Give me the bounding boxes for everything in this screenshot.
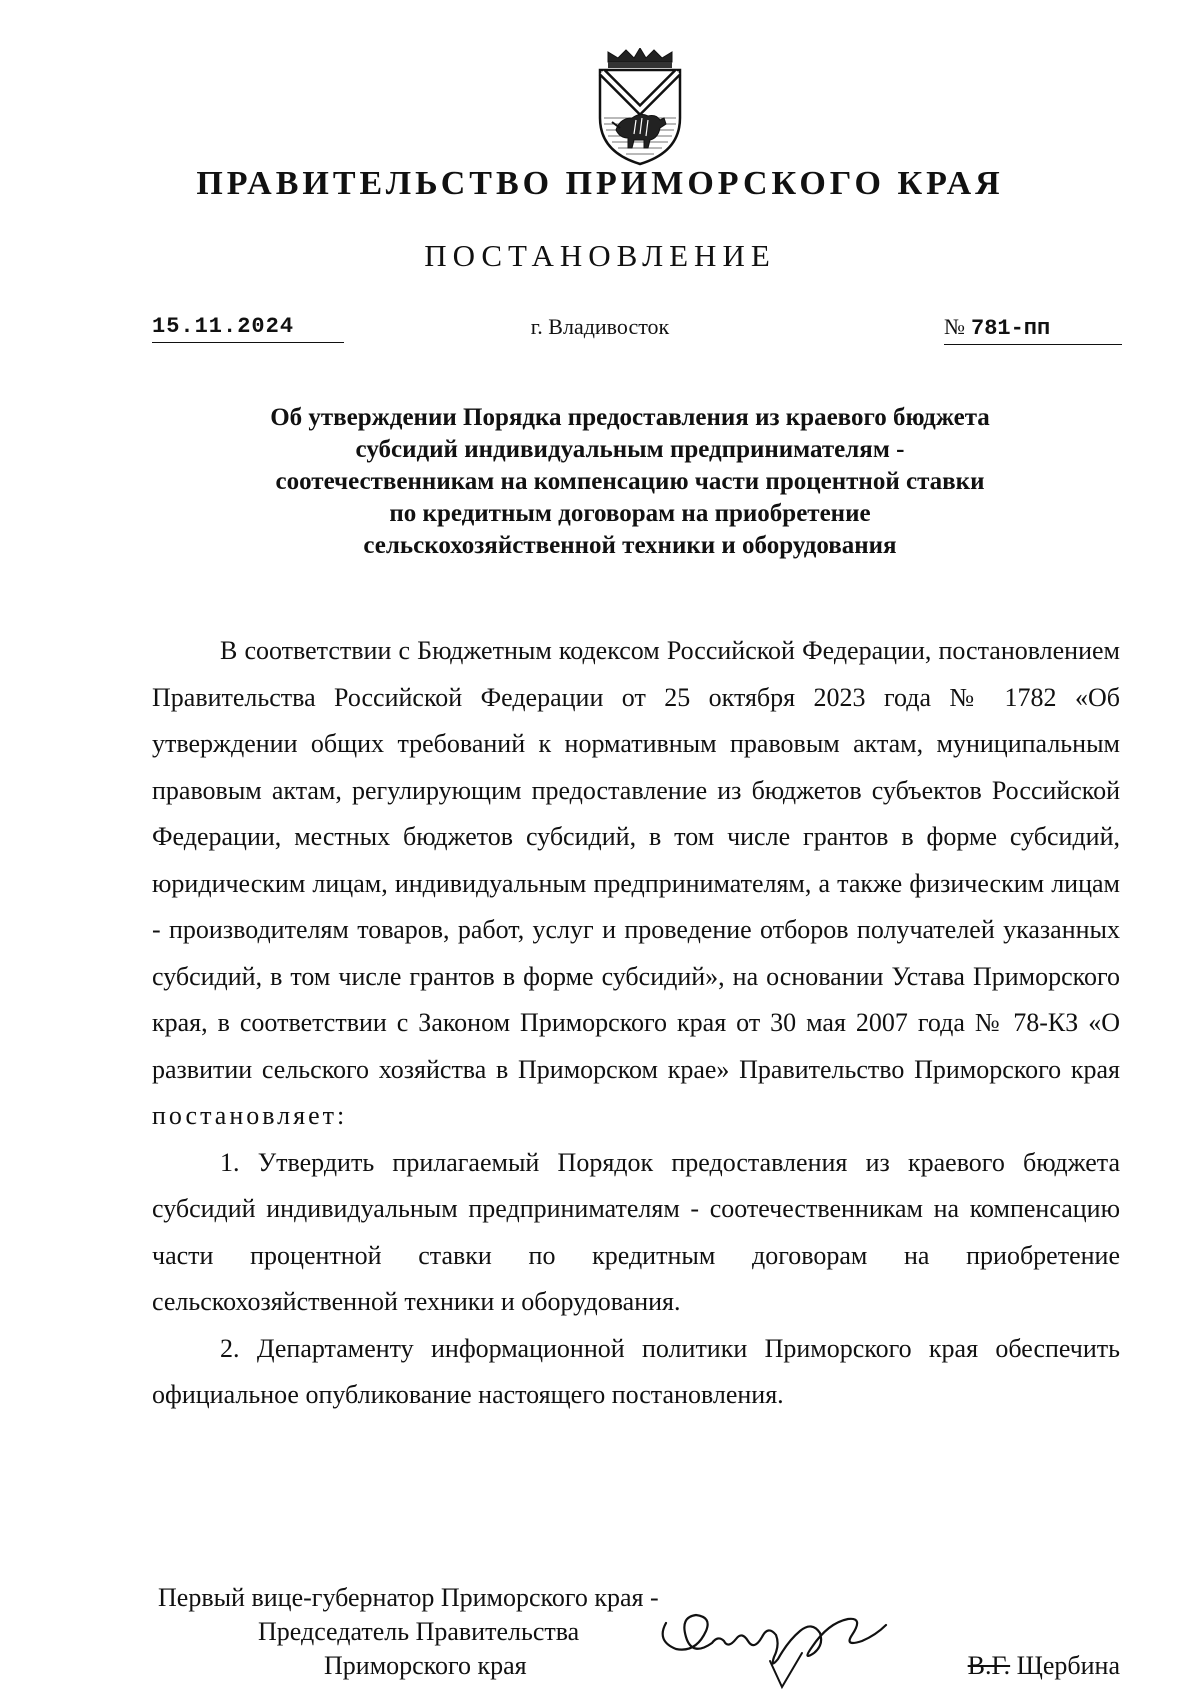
number-sign: № [944, 314, 965, 339]
document-subject-title: Об утверждении Порядка предоставления из краевого бюджета субсидий индивидуальным предпринимателям - соотечественникам на компенсацию части процентной ставки по кредитным договорам на приобретение сельскохозяйственной техники и оборудования [270, 404, 990, 559]
signatory-initials: В.Г. [967, 1651, 1011, 1680]
handwritten-signature [652, 1601, 902, 1691]
signature-block [152, 1581, 1120, 1681]
document-city: г. Владивосток [530, 314, 670, 339]
signatory-position-line-2: Председатель Правительства [258, 1617, 580, 1646]
signatory-surname: Щербина [1016, 1651, 1120, 1680]
preamble-text: В соответствии с Бюджетным кодексом Российской Федерации, постановлением Правительства Российской Федерации от 25 октября 2023 года № 1782 «Об утверждении общих требований к нормативным правовым актам, муниципальным правовым актам, регулирующим предоставление из бюджетов субъектов Российской Федерации, местных бюджетов субсидий, в том числе грантов в форме субсидий, юридическим лицам, индивидуальным предпринимателям, а также физическим лицам - производителям товаров, работ, услуг и проведение отборов получателей указанных субсидий, в том числе грантов в форме субсидий», на основании Устава Приморского края, в соответствии с Законом Приморского края от 30 мая 2007 года № 78-КЗ «О развитии сельского хозяйства в Приморском крае» Правительство Приморского края [152, 636, 1120, 1084]
preamble-keyword: постановляет: [152, 1101, 348, 1130]
coat-of-arms-emblem [590, 48, 690, 166]
preamble-paragraph [152, 628, 1120, 1140]
government-title: ПРАВИТЕЛЬСТВО ПРИМОРСКОГО КРАЯ [196, 165, 1004, 202]
signatory-name [968, 1649, 1120, 1683]
item-1-paragraph: 1. Утвердить прилагаемый Порядок предоставления из краевого бюджета субсидий индивидуальным предпринимателям - соотечественникам на компенсацию части процентной ставки по кредитным договорам на приобретение сельскохозяйственной техники и оборудования. [152, 1147, 1120, 1316]
signatory-position-line-3: Приморского края [324, 1651, 527, 1680]
document-meta-row [0, 312, 1200, 346]
document-body [152, 628, 1120, 1419]
document-type-heading: ПОСТАНОВЛЕНИЕ [424, 238, 776, 273]
document-date: 15.11.2024 [152, 312, 344, 343]
signatory-position-line-1: Первый вице-губернатор Приморского края - [158, 1583, 659, 1612]
document-number [944, 312, 1122, 345]
item-2-paragraph: 2. Департаменту информационной политики Приморского края обеспечить официальное опубликование настоящего постановления. [152, 1333, 1120, 1409]
number-value: 781-пп [971, 316, 1051, 341]
